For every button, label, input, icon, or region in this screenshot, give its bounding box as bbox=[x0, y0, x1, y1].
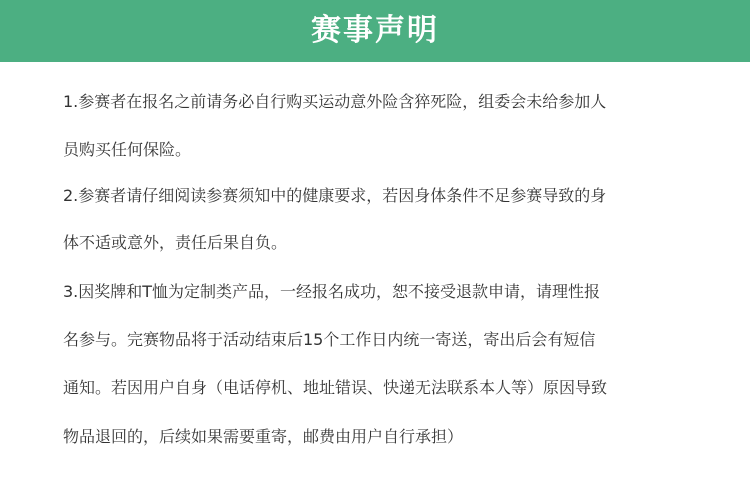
header-banner bbox=[0, 0, 750, 62]
statement-line: 3.因奖牌和T恤为定制类产品，一经报名成功，恕不接受退款申请，请理性报 bbox=[63, 282, 601, 301]
statement-line: 2.参赛者请仔细阅读参赛须知中的健康要求，若因身体条件不足参赛导致的身 bbox=[63, 186, 607, 205]
statement-line: 物品退回的，后续如果需要重寄，邮费由用户自行承担） bbox=[63, 427, 464, 446]
statement-content bbox=[0, 62, 750, 491]
statement-line: 1.参赛者在报名之前请务必自行购买运动意外险含猝死险，组委会未给参加人 bbox=[63, 92, 607, 111]
page-title: 赛事声明 bbox=[311, 13, 439, 48]
statement-line: 员购买任何保险。 bbox=[63, 140, 192, 159]
statement-line: 通知。若因用户自身（电话停机、地址错误、快递无法联系本人等）原因导致 bbox=[63, 378, 608, 397]
statement-line: 体不适或意外，责任后果自负。 bbox=[63, 233, 288, 252]
statement-line: 名参与。完赛物品将于活动结束后15个工作日内统一寄送，寄出后会有短信 bbox=[63, 330, 596, 349]
